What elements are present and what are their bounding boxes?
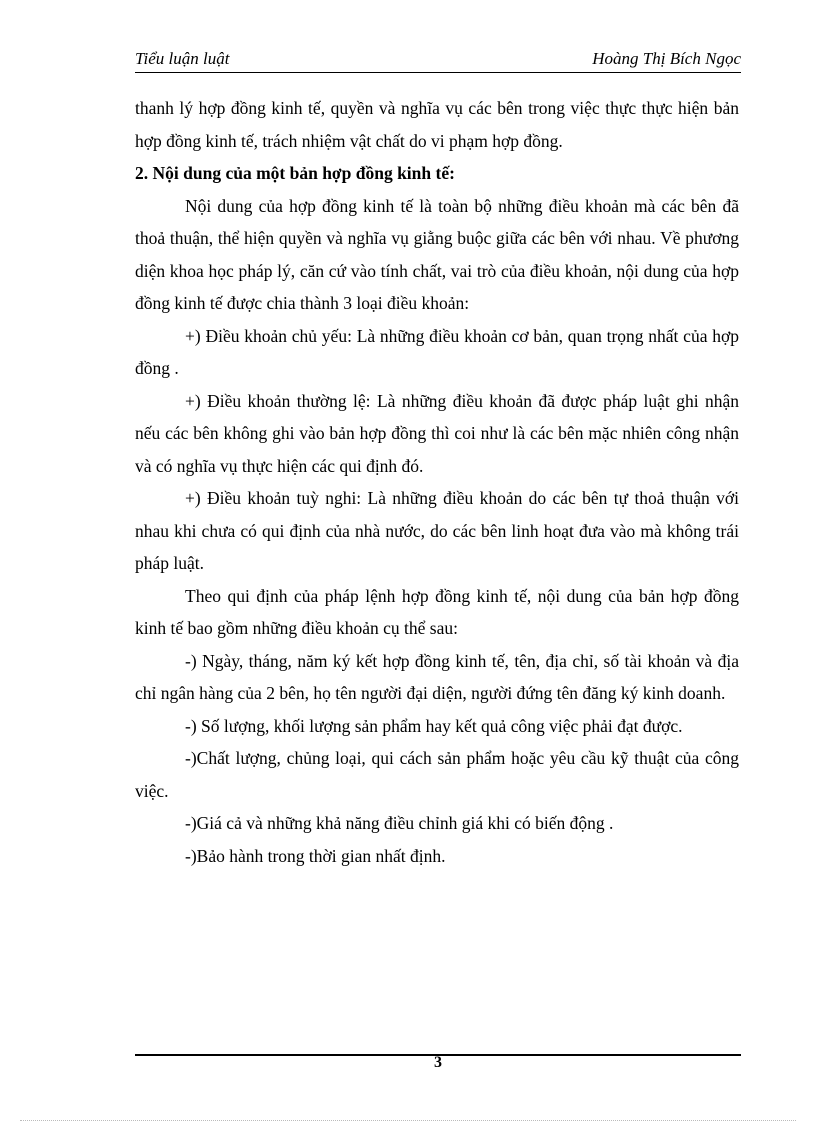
document-body bbox=[135, 92, 739, 872]
list-item-quantity: -) Số lượng, khối lượng sản phẩm hay kết quả công việc phải đạt được. bbox=[185, 715, 683, 736]
header-author: Hoàng Thị Bích Ngọc bbox=[592, 49, 741, 68]
clause-regular: +) Điều khoản thường lệ: Là những điều khoản đã được pháp luật ghi nhận nếu các bên không ghi vào bản hợp đồng thì coi như là các bên mặc nhiên công nhận và có nghĩa vụ thực hiện các qui định đó. bbox=[135, 390, 739, 476]
clause-main: +) Điều khoản chủ yếu: Là những điều khoản cơ bản, quan trọng nhất của hợp đồng . bbox=[135, 325, 739, 378]
page-edge-divider bbox=[20, 1120, 796, 1121]
page-header bbox=[135, 49, 741, 71]
clause-optional: +) Điều khoản tuỳ nghi: Là những điều khoản do các bên tự thoả thuận với nhau khi chưa có qui định của nhà nước, do các bên linh hoạt đưa vào mà không trái pháp luật. bbox=[135, 488, 739, 573]
list-item-date: -) Ngày, tháng, năm ký kết hợp đồng kinh tế, tên, địa chỉ, số tài khoản và địa chỉ ngân hàng của 2 bên, họ tên người đại diện, người đứng tên đăng ký kinh doanh. bbox=[135, 650, 739, 703]
paragraph-regulation: Theo qui định của pháp lệnh hợp đồng kinh tế, nội dung của bản hợp đồng kinh tế bao gồm những điều khoản cụ thể sau: bbox=[135, 585, 739, 638]
section-heading: 2. Nội dung của một bản hợp đồng kinh tế: bbox=[135, 163, 455, 183]
list-item-quality: -)Chất lượng, chủng loại, qui cách sản phẩm hoặc yêu cầu kỹ thuật của công việc. bbox=[135, 748, 739, 801]
list-item-warranty: -)Bảo hành trong thời gian nhất định. bbox=[185, 845, 446, 866]
header-title: Tiểu luận luật bbox=[135, 49, 230, 68]
paragraph-intro: Nội dung của hợp đồng kinh tế là toàn bộ những điều khoản mà các bên đã thoả thuận, thể hiện quyền và nghĩa vụ giằng buộc giữa các bên với nhau. Về phương diện khoa học pháp lý, căn cứ vào tính chất, vai trò của điều khoản, nội dung của hợp đồng kinh tế được chia thành 3 loại điều khoản: bbox=[135, 195, 739, 313]
page-number: 3 bbox=[434, 1054, 442, 1071]
list-item-price: -)Giá cả và những khả năng điều chỉnh giá khi có biến động . bbox=[185, 813, 614, 833]
paragraph-continuation: thanh lý hợp đồng kinh tế, quyền và nghĩa vụ các bên trong việc thực thực hiện bản hợp đồng kinh tế, trách nhiệm vật chất do vi phạm hợp đồng. bbox=[135, 98, 739, 151]
header-divider bbox=[135, 72, 741, 73]
